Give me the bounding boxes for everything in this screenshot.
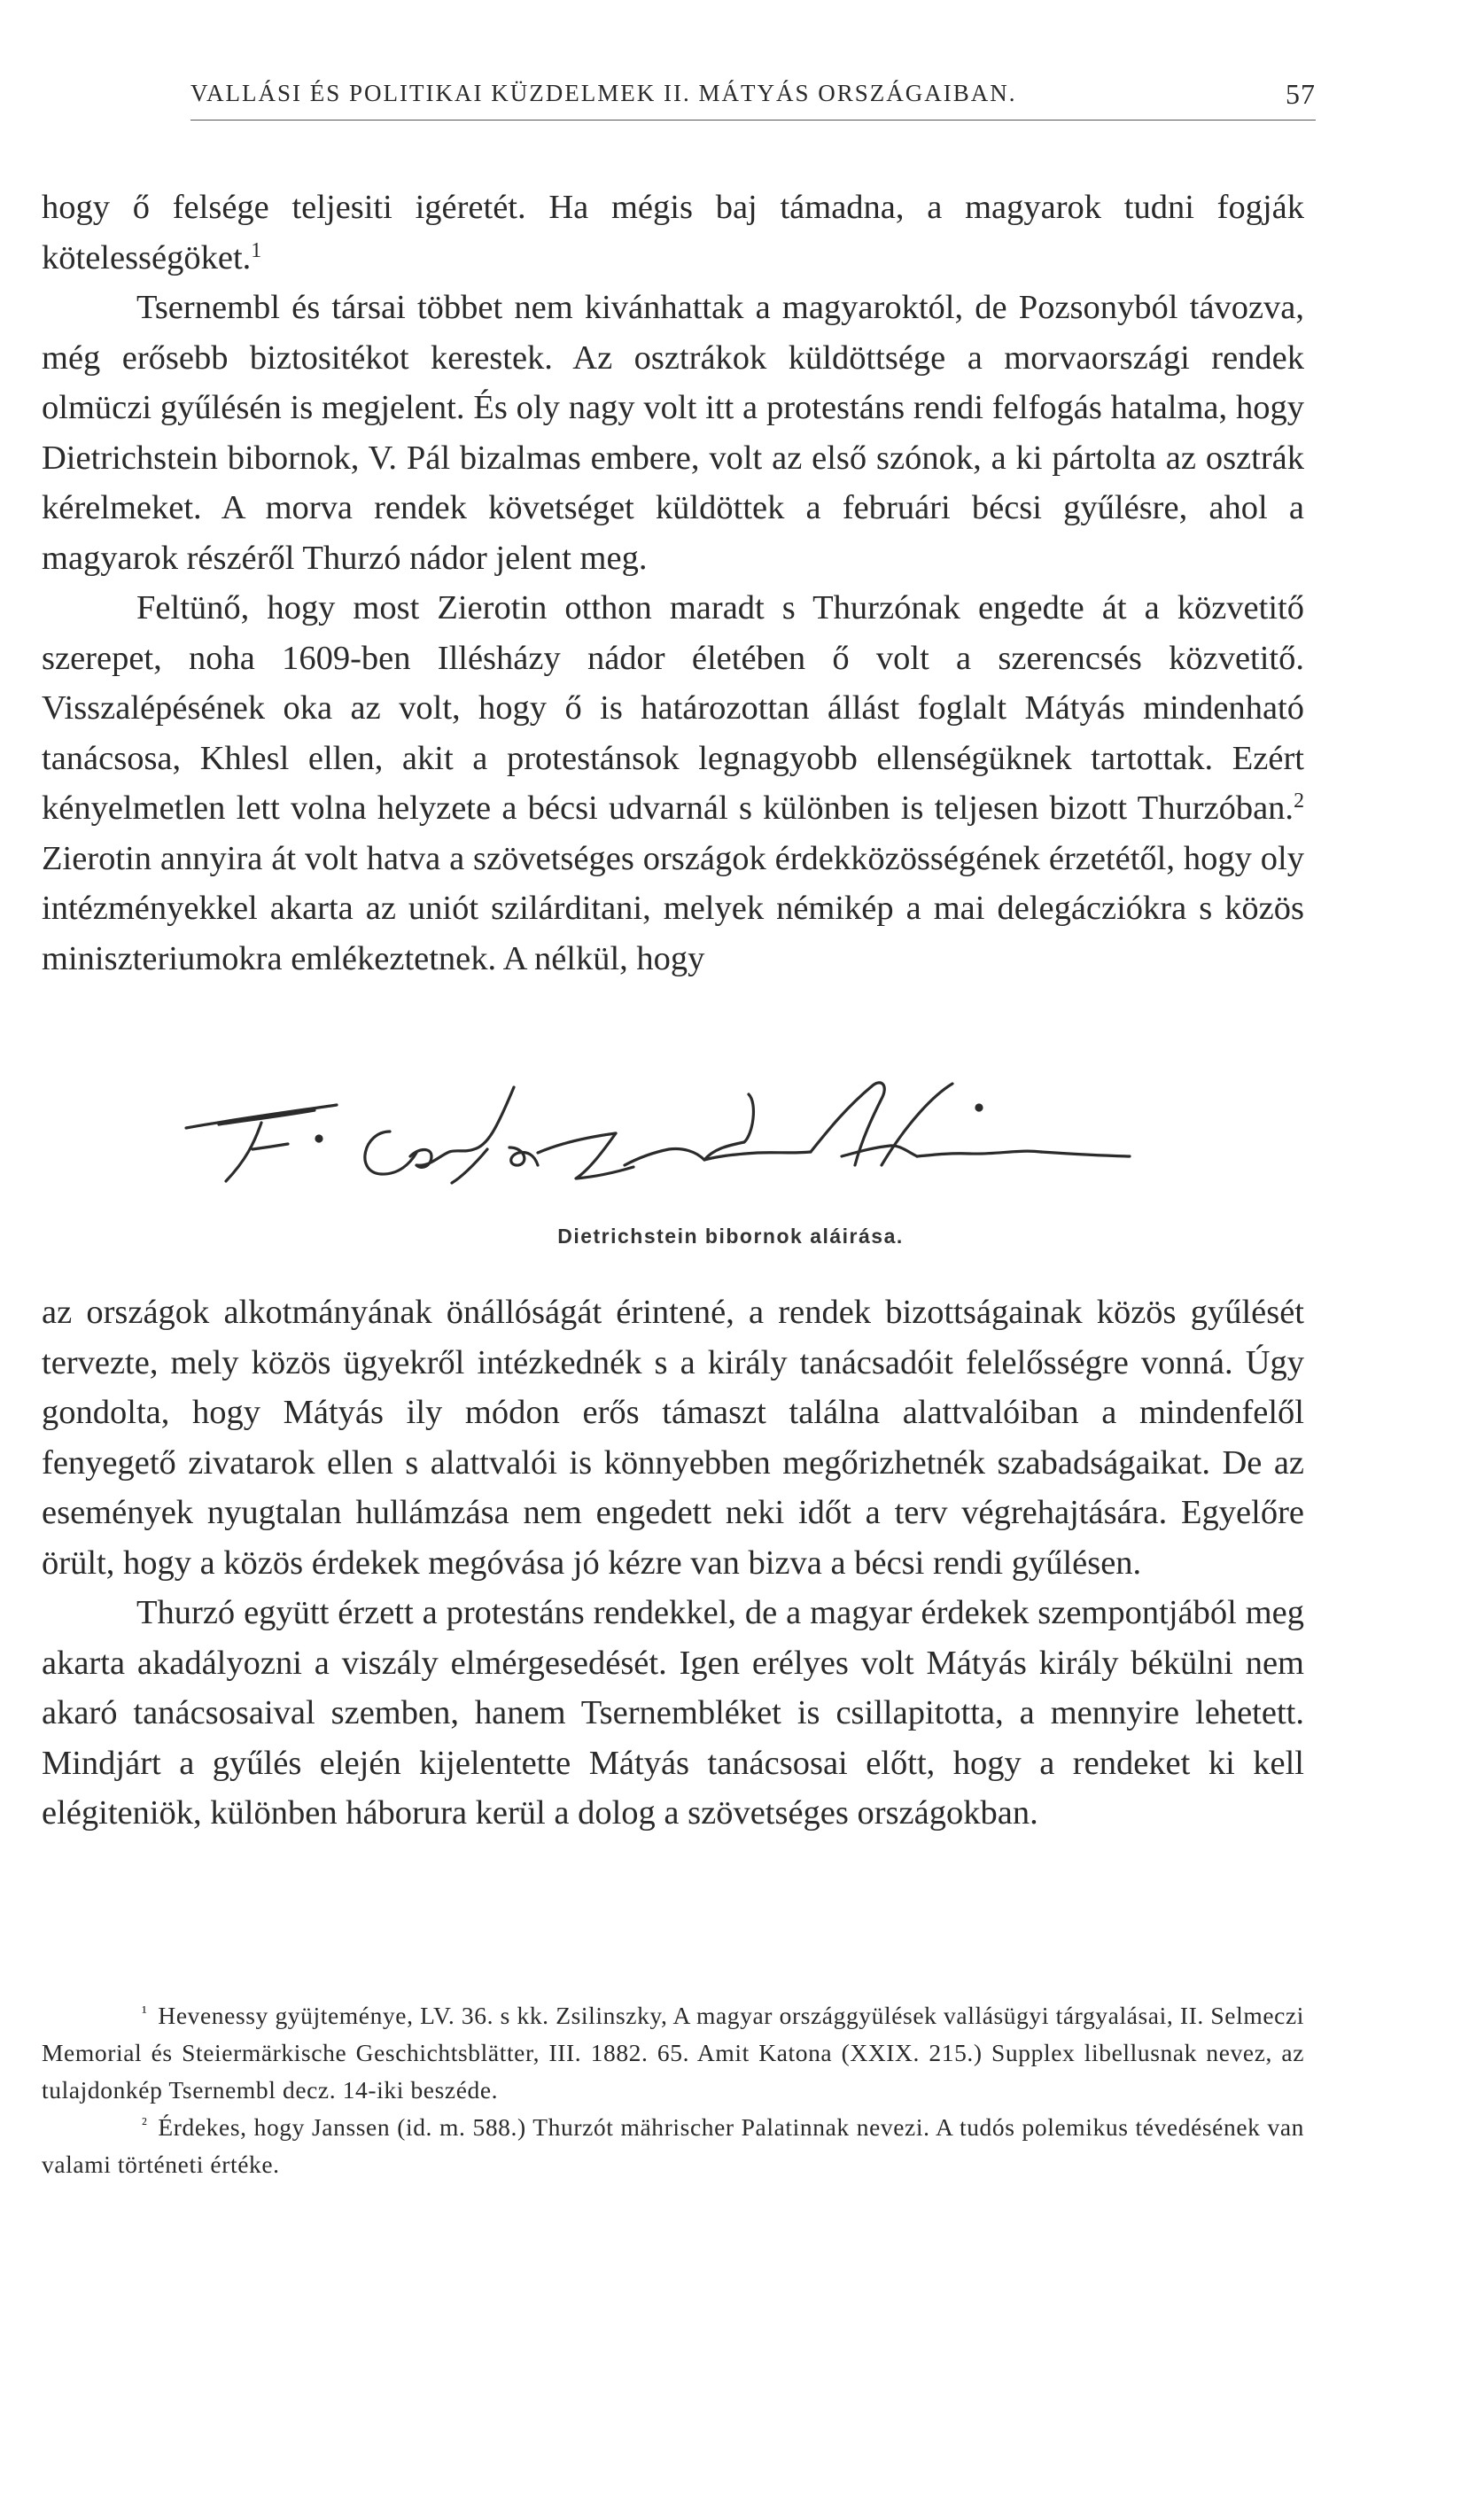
running-head <box>190 80 1316 119</box>
paragraph-2: Tsernembl és társai többet nem kivánhattak a magyaroktól, de Pozsonyból távozva, még erősebb biztositékot kerestek. Az osztrákok küldöttsége a morvaországi rendek olmüczi gyűlésén is megjelent. És oly nagy volt itt a protestáns rendi felfogás hatalma, hogy Dietrichstein bibornok, V. Pál bizalmas embere, volt az első szónok, a ki pártolta az osztrák kérelmeket. A morva rendek követséget küldöttek a februári bécsi gyűlésre, ahol a magyarok részéről Thurzó nádor jelent meg. <box>42 289 1304 577</box>
footnote-ref-1: 1 <box>251 238 262 262</box>
footnote-2 <box>42 2109 1304 2183</box>
signature-image <box>173 1068 1192 1214</box>
footnote-1 <box>42 1997 1304 2109</box>
main-text-lower <box>42 1287 1304 1839</box>
footnote-mark: ¹ <box>142 2003 148 2023</box>
running-title: VALLÁSI ÉS POLITIKAI KÜZDELMEK II. MÁTYÁS ORSZÁGAIBAN. <box>190 80 1017 106</box>
paragraph-5: Thurzó együtt érzett a protestáns rendekkel, de a magyar érdekek szempontjából meg akarta akadályozni a viszály elmérgesedését. Igen erélyes volt Mátyás király békülni nem akaró tanácsosaival szemben, hanem Tsernembléket is csillapitotta, a mennyire lehetett. Mindjárt a gyűlés elején kijelentette Mátyás tanácsosai előtt, hogy a rendeket ki kell elégiteniök, különben háborura kerül a dolog a szövetséges országokban. <box>42 1594 1304 1832</box>
paragraph-1: hogy ő felsége teljesiti igéretét. Ha mégis baj támadna, a magyarok tudni fogják kötelességöket.$^1$ <box>42 189 1304 276</box>
figure-caption: Dietrichstein bibornok aláirása. <box>557 1225 904 1248</box>
paragraph-4: az országok alkotmányának önállóságát érintené, a rendek bizottságainak közös gyűlését tervezte, mely közös ügyekről intézkednék s a király tanácsadóit felelősségre vonná. Úgy gondolta, hogy Mátyás ily módon erős támaszt találna alattvalóiban a mindenfelől fenyegető zivatarok ellen s alattvalói is könnyebben megőrizhetnék szabadságaikat. De az események nyugtalan hullámzása nem engedett neki időt a terv végrehajtására. Egyelőre örült, hogy a közös érdekek megóvása jó kézre van bizva a bécsi rendi gyűlésen. <box>42 1294 1304 1582</box>
paragraph-3: Feltünő, hogy most Zierotin otthon maradt s Thurzónak engedte át a közvetitő szerepet, noha 1609-ben Illésházy nádor életében ő volt a szerencsés közvetitő. Visszalépésének oka az volt, hogy ő is határozottan állást foglalt Mátyás mindenható tanácsosa, Khlesl ellen, akit a protestánsok legnagyobb ellenségüknek tartottak. Ezért kényelmetlen lett volna helyzete a bécsi udvarnál s különben is teljesen bizott Thurzóban.$^2$ Zierotin annyira át volt hatva a szövetséges országok érdekközösségének érzetétől, hogy oly intézményekkel akarta az uniót szilárditani, melyek némikép a mai delegácziókra s közös miniszteriumokra emlékeztetnek. A nélkül, hogy <box>42 589 1304 977</box>
header-rule <box>190 120 1316 121</box>
main-text-upper <box>42 183 1304 984</box>
footnote-mark: ² <box>142 2115 148 2135</box>
footnotes <box>42 1997 1304 2183</box>
footnote-text: Hevenessy gyüjteménye, LV. 36. s kk. Zsilinszky, A magyar országgyülések vallásügyi tárgyalásai, II. Selmeczi Memorial és Steiermärkische Geschichtsblätter, III. 1882. 65. Amit Katona (XXIX. 215.) Supplex libellusnak nevez, az tulajdonkép Tsernembl decz. 14-iki beszéde. <box>42 2002 1304 2104</box>
footnote-ref-2: 2 <box>1294 789 1304 813</box>
page-number: 57 <box>1286 78 1316 110</box>
footnote-text: Érdekes, hogy Janssen (id. m. 588.) Thurzót mährischer Palatinnak nevezi. A tudós polemikus tévedésének van valami történeti értéke. <box>42 2113 1304 2178</box>
